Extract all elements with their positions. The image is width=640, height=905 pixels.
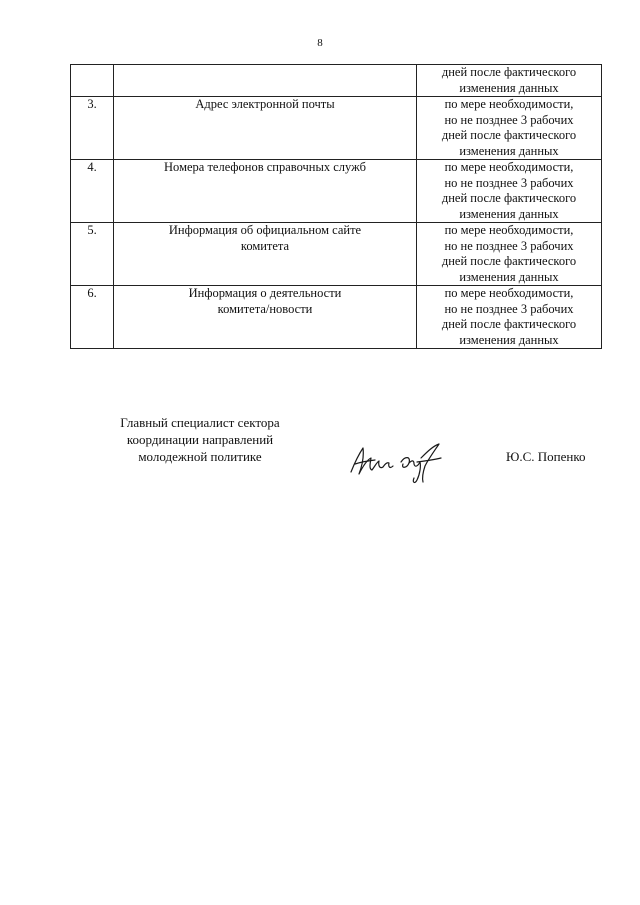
row-term: [417, 286, 602, 349]
term-line: дней после фактического: [441, 128, 577, 142]
row-term: [417, 223, 602, 286]
row-number: 3.: [71, 97, 114, 160]
row-term: [417, 97, 602, 160]
row-name: [114, 223, 417, 286]
term-line: по мере необходимости,: [444, 97, 574, 111]
term-line: изменения данных: [459, 206, 559, 221]
term-line: изменения данных: [459, 332, 559, 347]
row-term: [417, 160, 602, 223]
term-line: дней после фактического: [441, 65, 577, 79]
position-line: молодежной политике: [138, 449, 262, 464]
table-row: [71, 65, 602, 97]
row-name: [114, 286, 417, 349]
signer-position: [100, 414, 300, 465]
position-line: координации направлений: [126, 432, 274, 447]
position-line: Главный специалист сектора: [120, 415, 280, 430]
term-line: по мере необходимости,: [444, 160, 574, 174]
term-line: но не позднее 3 рабочих: [444, 301, 574, 316]
name-line: Номера телефонов справочных служб: [164, 160, 366, 174]
page-number: 8: [317, 37, 323, 49]
row-number: 4.: [71, 160, 114, 223]
info-table: [70, 64, 602, 349]
handwritten-signature: [345, 436, 450, 486]
term-line: по мере необходимости,: [444, 223, 574, 237]
name-line: Адрес электронной почты: [195, 97, 335, 111]
term-line: изменения данных: [459, 269, 559, 284]
row-term: [417, 65, 602, 97]
term-line: но не позднее 3 рабочих: [444, 238, 574, 253]
row-number: 6.: [71, 286, 114, 349]
table-row: [71, 97, 602, 160]
row-name: [114, 97, 417, 160]
term-line: дней после фактического: [441, 317, 577, 331]
name-line: Информация об официальном сайте: [168, 223, 362, 237]
term-line: изменения данных: [459, 143, 559, 158]
row-name: [114, 65, 417, 97]
row-name: [114, 160, 417, 223]
table-row: [71, 223, 602, 286]
table-row: [71, 286, 602, 349]
term-line: дней после фактического: [441, 254, 577, 268]
term-line: но не позднее 3 рабочих: [444, 175, 574, 190]
name-line: Информация о деятельности: [188, 286, 342, 300]
term-line: но не позднее 3 рабочих: [444, 112, 574, 127]
term-line: изменения данных: [459, 80, 559, 95]
row-number: [71, 65, 114, 97]
row-number: 5.: [71, 223, 114, 286]
name-line: комитета: [240, 238, 290, 253]
name-line: комитета/новости: [217, 301, 313, 316]
signer-name: Ю.С. Попенко: [506, 449, 586, 464]
term-line: по мере необходимости,: [444, 286, 574, 300]
table-row: [71, 160, 602, 223]
term-line: дней после фактического: [441, 191, 577, 205]
